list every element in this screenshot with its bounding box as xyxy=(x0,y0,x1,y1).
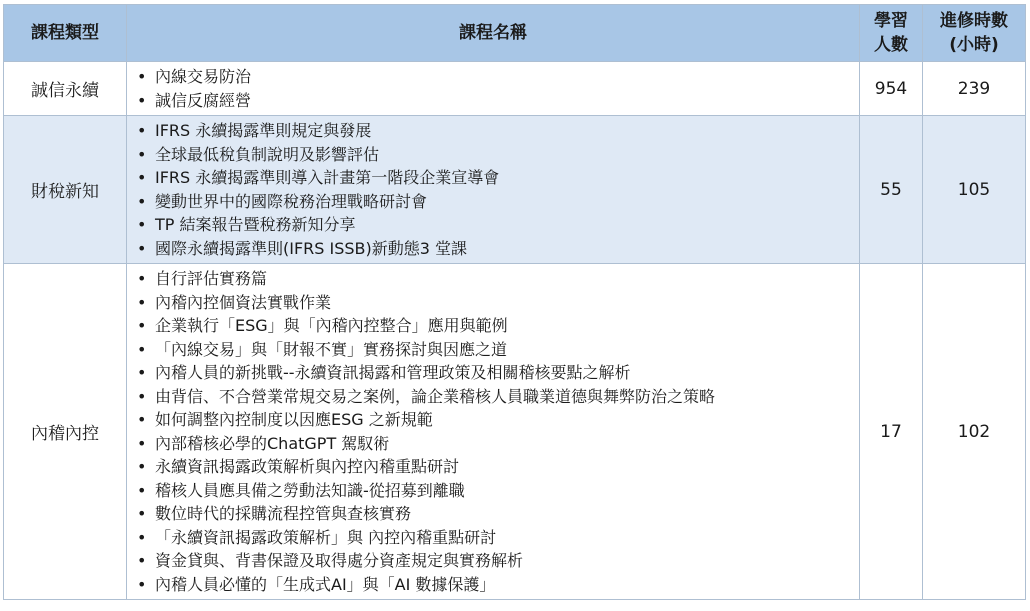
learners-cell: 55 xyxy=(860,116,923,264)
course-list xyxy=(127,116,859,263)
course-item: • 內部稽核必學的ChatGPT 駕馭術 xyxy=(137,432,859,456)
header-learners-line2: 人數 xyxy=(874,35,908,55)
course-item: • 「內線交易」與「財報不實」實務探討與因應之道 xyxy=(137,338,859,362)
course-item: • 內稽人員必懂的「生成式AI」與「AI 數據保護」 xyxy=(137,573,859,597)
course-item: • 內稽內控個資法實戰作業 xyxy=(137,291,859,315)
course-item: • 企業執行「ESG」與「內稽內控整合」應用與範例 xyxy=(137,314,859,338)
course-item: • 永續資訊揭露政策解析與內控內稽重點研討 xyxy=(137,455,859,479)
header-hours-line1: 進修時數 xyxy=(940,11,1008,31)
course-table xyxy=(3,4,1026,600)
course-item: • 數位時代的採購流程控管與查核實務 xyxy=(137,502,859,526)
course-item: • 自行評估實務篇 xyxy=(137,267,859,291)
course-item: • 國際永續揭露準則(IFRS ISSB)新動態3 堂課 xyxy=(137,237,859,261)
header-course-name: 課程名稱 xyxy=(127,5,860,62)
header-course-type: 課程類型 xyxy=(4,5,127,62)
hours-cell: 105 xyxy=(923,116,1026,264)
course-item: • TP 結案報告暨稅務新知分享 xyxy=(137,213,859,237)
header-hours xyxy=(923,5,1026,62)
table-row xyxy=(4,264,1026,600)
header-row xyxy=(4,5,1026,62)
course-item: • 內線交易防治 xyxy=(137,65,859,89)
course-item: • 資金貸與、背書保證及取得處分資產規定與實務解析 xyxy=(137,549,859,573)
table-body xyxy=(4,62,1026,600)
course-list xyxy=(127,264,859,599)
course-item: • 由背信、不合營業常規交易之案例，論企業稽核人員職業道德與舞弊防治之策略 xyxy=(137,385,859,409)
course-item: • 如何調整內控制度以因應ESG 之新規範 xyxy=(137,408,859,432)
course-item: • 「永續資訊揭露政策解析」與 內控內稽重點研討 xyxy=(137,526,859,550)
course-item: • 全球最低稅負制說明及影響評估 xyxy=(137,143,859,167)
course-item: • 稽核人員應具備之勞動法知識-從招募到離職 xyxy=(137,479,859,503)
hours-cell: 239 xyxy=(923,62,1026,116)
header-learners xyxy=(860,5,923,62)
course-list-cell xyxy=(127,264,860,600)
course-item: • 內稽人員的新挑戰--永續資訊揭露和管理政策及相關稽核要點之解析 xyxy=(137,361,859,385)
course-type-cell: 財稅新知 xyxy=(4,116,127,264)
table-row xyxy=(4,116,1026,264)
course-item: • 變動世界中的國際稅務治理戰略研討會 xyxy=(137,190,859,214)
learners-cell: 954 xyxy=(860,62,923,116)
course-item: • IFRS 永續揭露準則規定與發展 xyxy=(137,119,859,143)
header-learners-line1: 學習 xyxy=(874,11,908,31)
course-list-cell xyxy=(127,116,860,264)
learners-cell: 17 xyxy=(860,264,923,600)
table-row xyxy=(4,62,1026,116)
course-type-cell: 內稽內控 xyxy=(4,264,127,600)
course-item: • IFRS 永續揭露準則導入計畫第一階段企業宣導會 xyxy=(137,166,859,190)
hours-cell: 102 xyxy=(923,264,1026,600)
course-list xyxy=(127,62,859,115)
header-hours-line2: (小時) xyxy=(949,35,999,55)
course-item: • 誠信反腐經營 xyxy=(137,89,859,113)
course-list-cell xyxy=(127,62,860,116)
course-type-cell: 誠信永續 xyxy=(4,62,127,116)
